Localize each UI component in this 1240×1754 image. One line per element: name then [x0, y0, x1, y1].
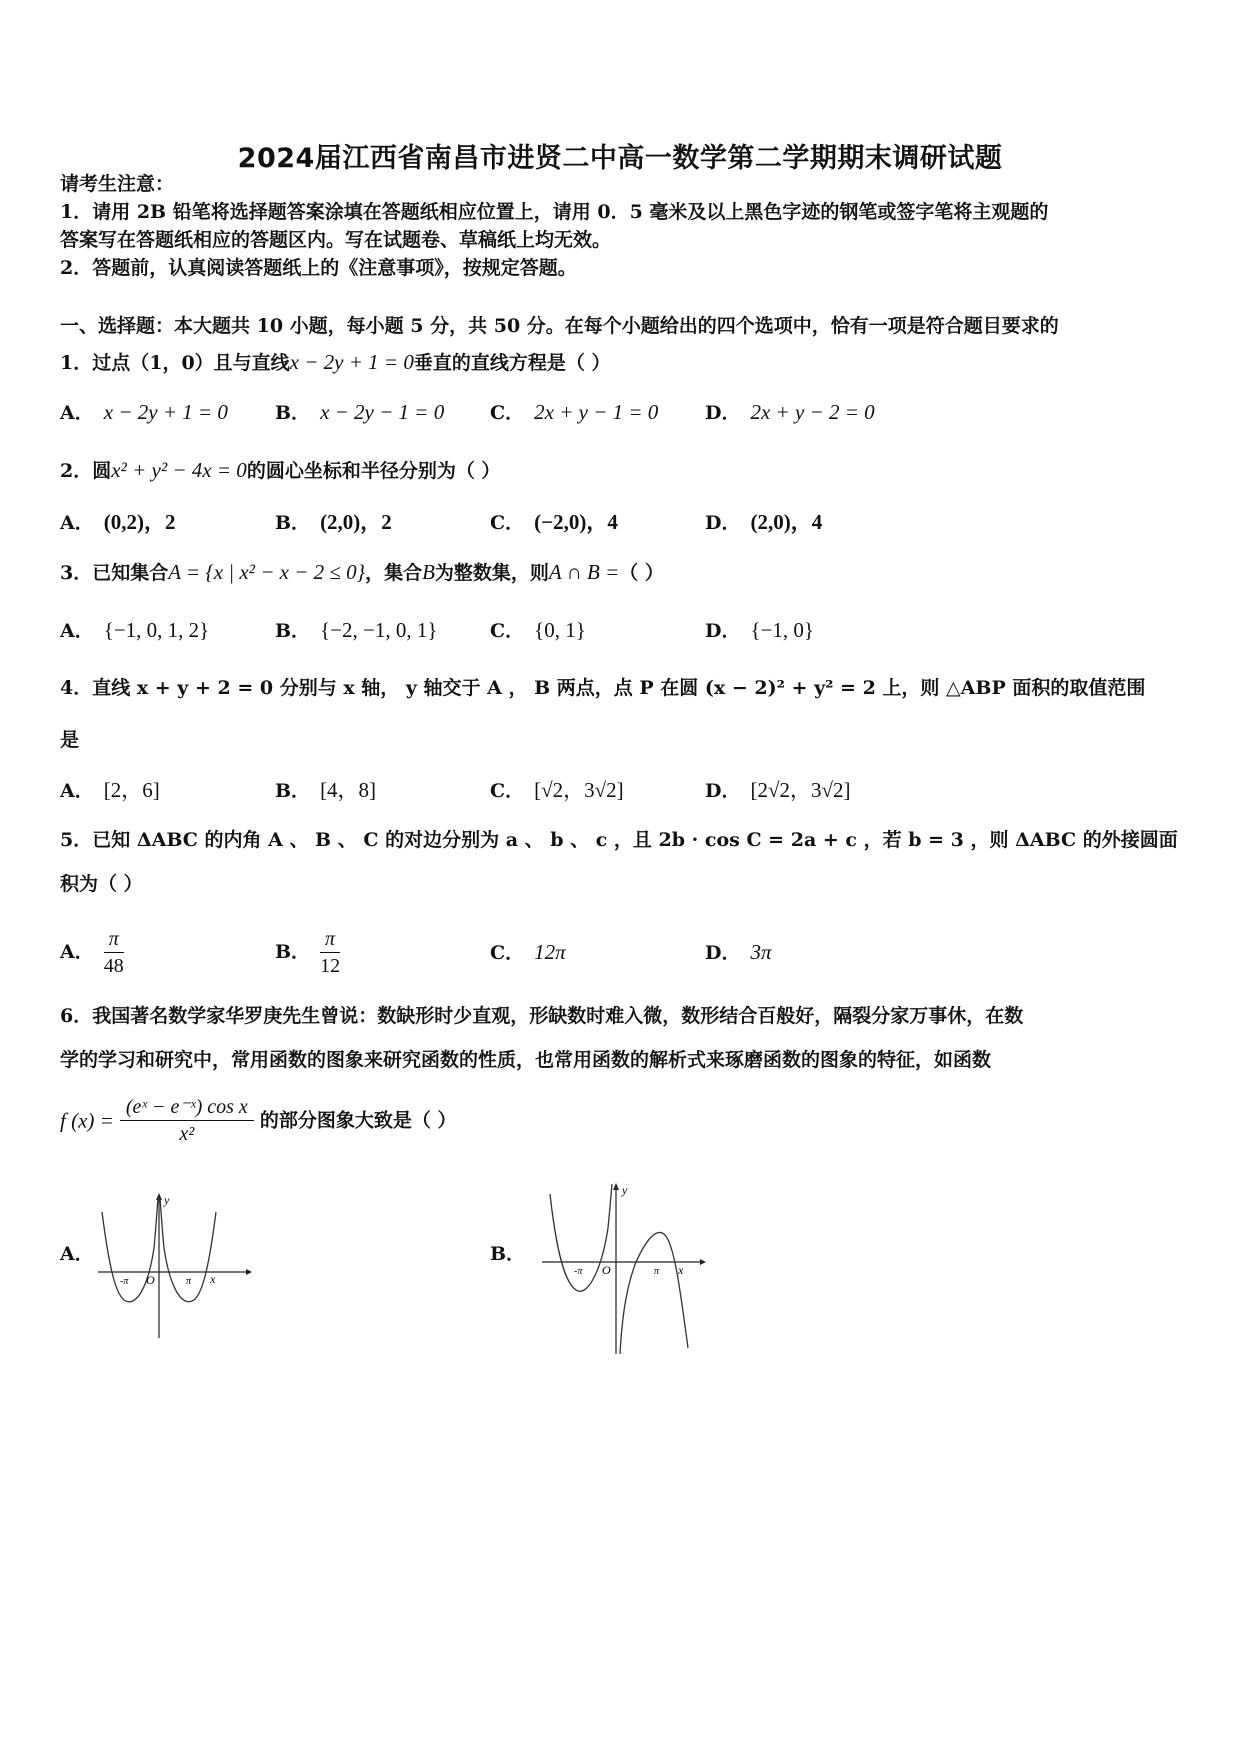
- option-label: C．: [490, 942, 525, 964]
- q4-option-a[interactable]: [60, 778, 160, 803]
- tick-label-pi: π: [186, 1276, 192, 1287]
- q1-option-b[interactable]: [275, 400, 444, 425]
- tick-label-pi: π: [654, 1266, 660, 1277]
- fraction-denominator: 12: [320, 955, 341, 977]
- option-label: A．: [60, 512, 94, 534]
- notice-item-2: 2．答题前，认真阅读答题纸上的《注意事项》，按规定答题。: [60, 257, 577, 279]
- y-axis-label: y: [164, 1193, 170, 1207]
- fraction: [104, 926, 124, 979]
- question-2: [60, 458, 500, 483]
- question-3-math-intersection: A ∩ B =: [548, 560, 620, 584]
- q2-option-c[interactable]: [490, 510, 618, 535]
- option-text: (2,0)，2: [320, 510, 392, 534]
- graph-b-label[interactable]: B．: [490, 1243, 526, 1265]
- question-2-post: 的圆心坐标和半径分别为（ ）: [246, 460, 501, 482]
- option-label: B．: [275, 512, 311, 534]
- question-2-math: x² + y² − 4x = 0: [111, 458, 247, 482]
- origin-label: O: [602, 1263, 611, 1277]
- option-label: D．: [705, 512, 741, 534]
- question-6-line-2: 学的学习和研究中，常用函数的图象来研究函数的性质，也常用函数的解析式来琢磨函数的图象的特征，如函数: [60, 1049, 992, 1071]
- q2-option-a[interactable]: [60, 510, 176, 535]
- option-label: A．: [60, 402, 94, 424]
- graph-b[interactable]: [540, 1178, 710, 1360]
- option-text: {−2, −1, 0, 1}: [320, 618, 438, 642]
- y-axis-arrow-icon: [156, 1193, 162, 1200]
- question-3-post: （ ）: [619, 562, 664, 584]
- option-label: C．: [490, 780, 525, 802]
- question-4-line-2: 是: [60, 729, 80, 751]
- option-text: x − 2y − 1 = 0: [320, 400, 445, 424]
- question-3-math-set-b: B: [422, 560, 435, 584]
- function-numerator: (eˣ − e⁻ˣ) cos x: [120, 1094, 254, 1121]
- question-2-pre: 2．圆: [60, 460, 112, 482]
- question-1-post: 垂直的直线方程是（ ）: [413, 352, 611, 374]
- q4-option-d[interactable]: [705, 778, 851, 803]
- q1-option-a[interactable]: [60, 400, 228, 425]
- q4-option-b[interactable]: [275, 778, 376, 803]
- graph-a-label[interactable]: A．: [60, 1243, 94, 1265]
- question-3-mid: ，集合: [365, 562, 423, 584]
- question-1: [60, 350, 610, 375]
- q5-option-b[interactable]: [275, 926, 340, 979]
- q5-option-c[interactable]: [490, 940, 566, 965]
- question-6-function: [60, 1094, 456, 1147]
- notice-item-1-line-2: 答案写在答题纸相应的答题区内。写在试题卷、草稿纸上均无效。: [60, 229, 612, 251]
- option-label: D．: [705, 620, 741, 642]
- option-label: A．: [60, 780, 94, 802]
- option-text: 12π: [534, 940, 566, 964]
- option-text: 2x + y − 1 = 0: [534, 400, 659, 424]
- option-label: C．: [490, 402, 525, 424]
- curve-right-branch: [620, 1232, 688, 1354]
- option-text: {−1, 0}: [750, 618, 814, 642]
- fraction-denominator: 48: [103, 955, 124, 977]
- option-label: B．: [275, 780, 311, 802]
- x-axis-arrow-icon: [246, 1269, 252, 1275]
- option-text: {0, 1}: [534, 618, 586, 642]
- x-axis-label: x: [210, 1272, 216, 1286]
- x-axis-label: x: [678, 1263, 684, 1277]
- q3-option-a[interactable]: [60, 618, 209, 643]
- section-heading: 一、选择题：本大题共 10 小题，每小题 5 分，共 50 分。在每个小题给出的四个选项中，恰有一项是符合题目要求的: [60, 315, 1059, 337]
- q3-option-b[interactable]: [275, 618, 437, 643]
- question-1-pre: 1．过点（1，0）且与直线: [60, 352, 290, 374]
- q5-option-d[interactable]: [705, 940, 772, 965]
- function-fraction: [120, 1094, 254, 1147]
- option-text: [2，6]: [103, 778, 160, 802]
- question-1-math: x − 2y + 1 = 0: [289, 350, 414, 374]
- option-label: D．: [705, 942, 741, 964]
- question-3-mid2: 为整数集，则: [434, 562, 549, 584]
- question-4-line-1: 4．直线 x + y + 2 = 0 分别与 x 轴， y 轴交于 A ， B 两点，点 P 在圆 (x − 2)² + y² = 2 上，则 △ABP 面积的取值范围: [60, 677, 1146, 699]
- option-text: 2x + y − 2 = 0: [750, 400, 875, 424]
- q1-option-c[interactable]: [490, 400, 658, 425]
- option-label: C．: [490, 512, 525, 534]
- q2-option-b[interactable]: [275, 510, 392, 535]
- option-label: C．: [490, 620, 525, 642]
- option-text: [4，8]: [320, 778, 377, 802]
- fraction-numerator: π: [320, 926, 340, 953]
- notice-heading: 请考生注意：: [60, 173, 175, 195]
- origin-label: O: [146, 1273, 155, 1287]
- fraction-numerator: π: [104, 926, 124, 953]
- fraction: [320, 926, 340, 979]
- option-label: D．: [705, 780, 741, 802]
- y-axis-arrow-icon: [613, 1183, 619, 1190]
- q3-option-d[interactable]: [705, 618, 814, 643]
- question-5-line-2: 积为（ ）: [60, 873, 143, 895]
- y-axis-label: y: [622, 1183, 628, 1197]
- x-axis-arrow-icon: [700, 1259, 706, 1265]
- option-label: B．: [275, 940, 311, 963]
- q5-option-a[interactable]: [60, 926, 124, 979]
- function-lhs: f (x) =: [60, 1108, 114, 1133]
- option-text: (2,0)，4: [750, 510, 823, 534]
- function-denominator: x²: [179, 1123, 195, 1145]
- page-title: 2024届江西省南昌市进贤二中高一数学第二学期期末调研试题: [237, 143, 1003, 174]
- notice-item-1-line-1: 1．请用 2B 铅笔将选择题答案涂填在答题纸相应位置上，请用 0．5 毫米及以上黑色字迹的钢笔或签字笔将主观题的: [60, 201, 1049, 223]
- q1-option-d[interactable]: [705, 400, 875, 425]
- option-text: (0,2)，2: [103, 510, 176, 534]
- option-label: B．: [275, 620, 311, 642]
- graph-a[interactable]: [96, 1188, 256, 1348]
- option-label: A．: [60, 940, 94, 963]
- question-3-math-set-a: A = {x | x² − x − 2 ≤ 0}: [168, 560, 366, 584]
- option-text: [2√2，3√2]: [750, 778, 851, 802]
- option-text: 3π: [750, 940, 772, 964]
- q3-option-c[interactable]: [490, 618, 586, 643]
- tick-label-neg-pi: -π: [574, 1266, 583, 1277]
- question-3-pre: 3．已知集合: [60, 562, 169, 584]
- q2-option-d[interactable]: [705, 510, 822, 535]
- option-text: [√2，3√2]: [534, 778, 624, 802]
- tick-label-neg-pi: -π: [120, 1276, 129, 1287]
- question-6-line-1: 6．我国著名数学家华罗庚先生曾说：数缺形时少直观，形缺数时难入微，数形结合百般好，隔裂分家万事休，在数: [60, 1005, 1024, 1027]
- question-3: [60, 560, 664, 585]
- question-6-post: 的部分图象大致是（ ）: [259, 1109, 457, 1132]
- option-label: B．: [275, 402, 311, 424]
- option-text: (−2,0)，4: [534, 510, 618, 534]
- option-text: x − 2y + 1 = 0: [103, 400, 228, 424]
- option-label: D．: [705, 402, 741, 424]
- question-5-line-1: 5．已知 ΔABC 的内角 A 、 B 、 C 的对边分别为 a 、 b 、 c ，且 2b · cos C = 2a + c ，若 b = 3 ，则 ΔABC 的外接圆面: [60, 829, 1178, 851]
- option-label: A．: [60, 620, 94, 642]
- option-text: {−1, 0, 1, 2}: [103, 618, 210, 642]
- q4-option-c[interactable]: [490, 778, 624, 803]
